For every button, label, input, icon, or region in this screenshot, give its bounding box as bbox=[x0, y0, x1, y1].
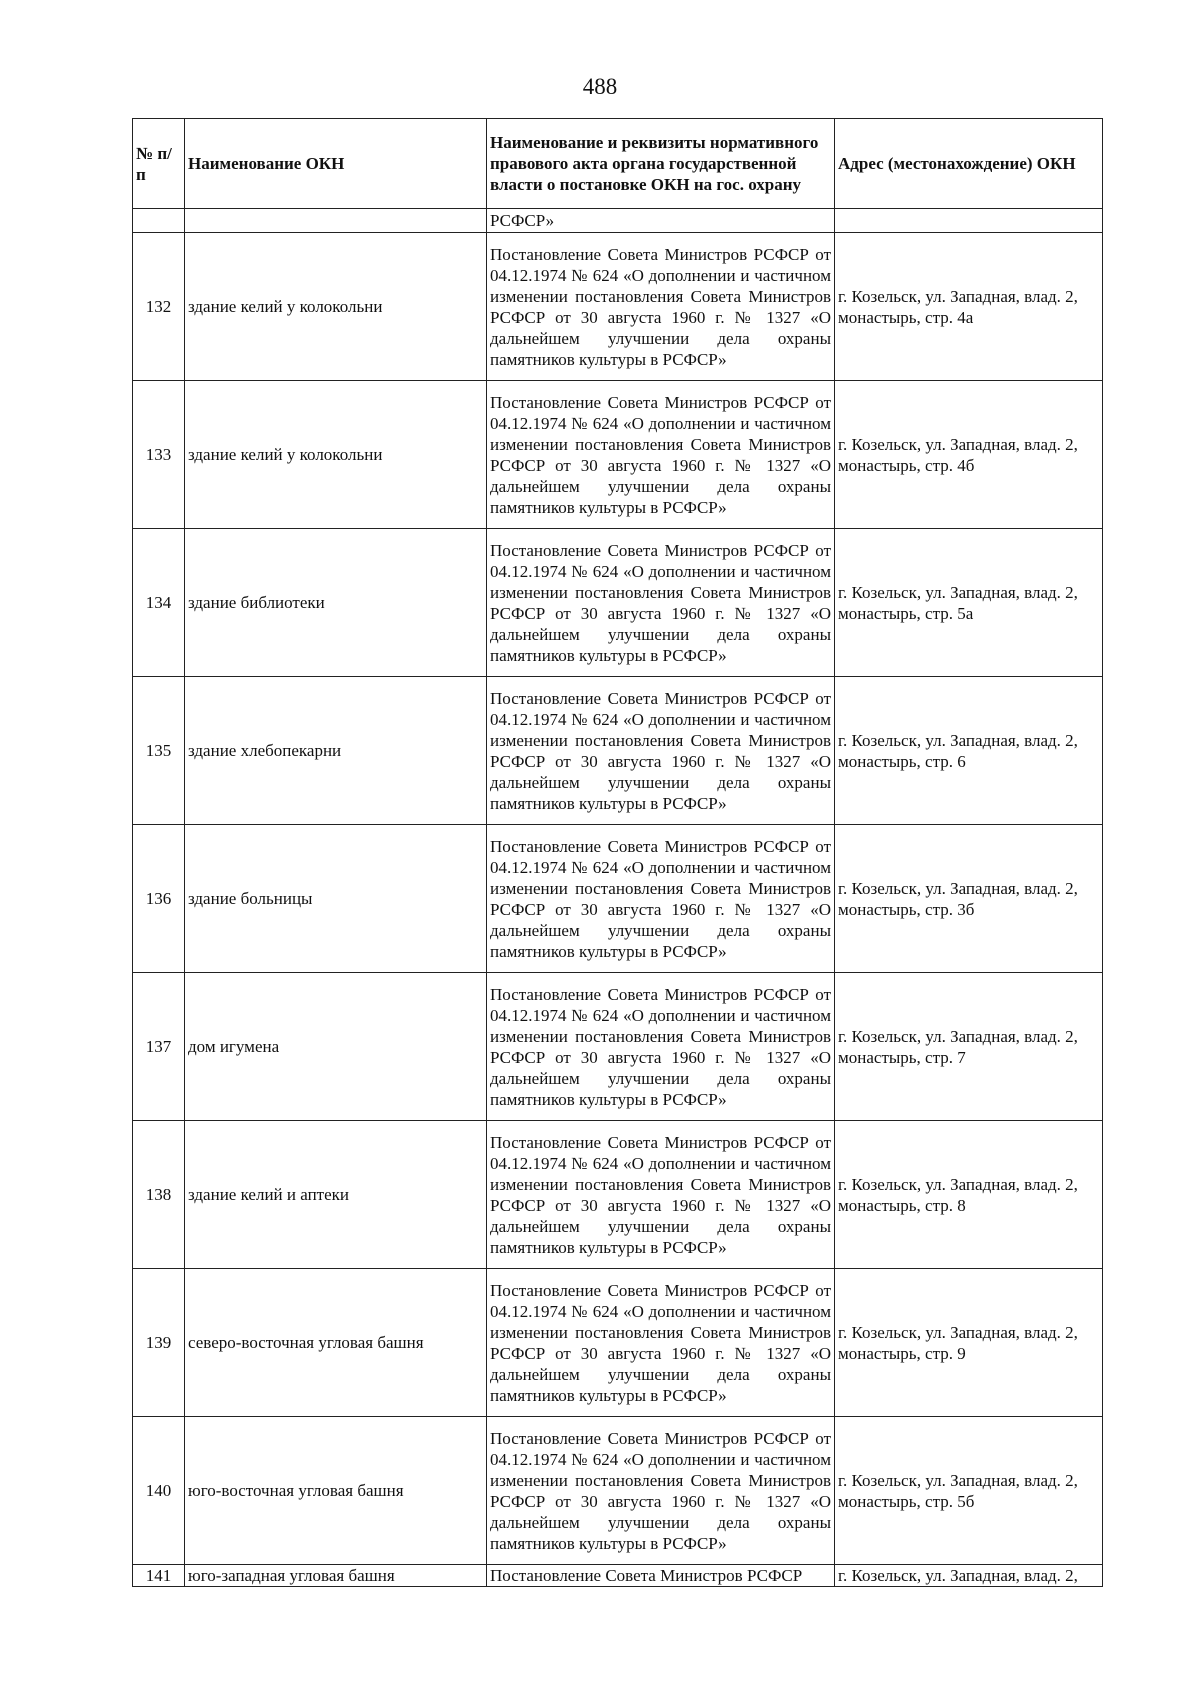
cell-address bbox=[835, 209, 1103, 233]
cell-name: здание келий у колокольни bbox=[185, 233, 487, 381]
cell-address: г. Козельск, ул. Западная, влад. 2, монастырь, стр. 4а bbox=[835, 233, 1103, 381]
header-name: Наименование ОКН bbox=[185, 119, 487, 209]
cell-act: Постановление Совета Министров РСФСР от 04.12.1974 № 624 «О дополнении и частичном изменении постановления Совета Министров РСФСР от 30 августа 1960 г. № 1327 «О дальнейшем улучшении дела охраны памятников культуры в РСФСР» bbox=[487, 381, 835, 529]
cell-num: 135 bbox=[133, 677, 185, 825]
continuation-row bbox=[133, 209, 1103, 233]
cell-act: Постановление Совета Министров РСФСР от 04.12.1974 № 624 «О дополнении и частичном изменении постановления Совета Министров РСФСР от 30 августа 1960 г. № 1327 «О дальнейшем улучшении дела охраны памятников культуры в РСФСР» bbox=[487, 1269, 835, 1417]
cell-address: г. Козельск, ул. Западная, влад. 2, монастырь, стр. 8 bbox=[835, 1121, 1103, 1269]
cell-num: 132 bbox=[133, 233, 185, 381]
cell-num: 141 bbox=[133, 1565, 185, 1587]
cell-act: Постановление Совета Министров РСФСР от 04.12.1974 № 624 «О дополнении и частичном изменении постановления Совета Министров РСФСР от 30 августа 1960 г. № 1327 «О дальнейшем улучшении дела охраны памятников культуры в РСФСР» bbox=[487, 825, 835, 973]
cell-name: юго-западная угловая башня bbox=[185, 1565, 487, 1587]
cell-num: 140 bbox=[133, 1417, 185, 1565]
cell-address: г. Козельск, ул. Западная, влад. 2, монастырь, стр. 6 bbox=[835, 677, 1103, 825]
cell-address: г. Козельск, ул. Западная, влад. 2, монастырь, стр. 4б bbox=[835, 381, 1103, 529]
header-num: № п/п bbox=[133, 119, 185, 209]
cell-act: Постановление Совета Министров РСФСР от 04.12.1974 № 624 «О дополнении и частичном изменении постановления Совета Министров РСФСР от 30 августа 1960 г. № 1327 «О дальнейшем улучшении дела охраны памятников культуры в РСФСР» bbox=[487, 529, 835, 677]
table-row bbox=[133, 381, 1103, 529]
page-number: 488 bbox=[582, 74, 618, 99]
cell-act: Постановление Совета Министров РСФСР от 04.12.1974 № 624 «О дополнении и частичном изменении постановления Совета Министров РСФСР от 30 августа 1960 г. № 1327 «О дальнейшем улучшении дела охраны памятников культуры в РСФСР» bbox=[487, 1121, 835, 1269]
cell-num: 136 bbox=[133, 825, 185, 973]
cell-num: 137 bbox=[133, 973, 185, 1121]
okn-table bbox=[132, 118, 1103, 1587]
cell-name: здание больницы bbox=[185, 825, 487, 973]
cell-act: РСФСР» bbox=[487, 209, 835, 233]
cell-address: г. Козельск, ул. Западная, влад. 2, монастырь, стр. 7 bbox=[835, 973, 1103, 1121]
table-row bbox=[133, 1417, 1103, 1565]
cell-num bbox=[133, 209, 185, 233]
cell-name: северо-восточная угловая башня bbox=[185, 1269, 487, 1417]
cell-act: Постановление Совета Министров РСФСР от 04.12.1974 № 624 «О дополнении и частичном изменении постановления Совета Министров РСФСР от 30 августа 1960 г. № 1327 «О дальнейшем улучшении дела охраны памятников культуры в РСФСР» bbox=[487, 1417, 835, 1565]
cell-num: 138 bbox=[133, 1121, 185, 1269]
cell-num: 134 bbox=[133, 529, 185, 677]
table-row bbox=[133, 1269, 1103, 1417]
cell-act: Постановление Совета Министров РСФСР от 04.12.1974 № 624 «О дополнении и частичном изменении постановления Совета Министров РСФСР от 30 августа 1960 г. № 1327 «О дальнейшем улучшении дела охраны памятников культуры в РСФСР» bbox=[487, 233, 835, 381]
table-row bbox=[133, 825, 1103, 973]
table-row bbox=[133, 1121, 1103, 1269]
table-row bbox=[133, 233, 1103, 381]
table-row bbox=[133, 677, 1103, 825]
cell-act: Постановление Совета Министров РСФСР от 04.12.1974 № 624 «О дополнении и частичном изменении постановления Совета Министров РСФСР от 30 августа 1960 г. № 1327 «О дальнейшем улучшении дела охраны памятников культуры в РСФСР» bbox=[487, 677, 835, 825]
cell-address: г. Козельск, ул. Западная, влад. 2, bbox=[835, 1565, 1103, 1587]
cell-name: дом игумена bbox=[185, 973, 487, 1121]
table-row-partial bbox=[133, 1565, 1103, 1587]
cell-act: Постановление Совета Министров РСФСР от 04.12.1974 № 624 «О дополнении и частичном изменении постановления Совета Министров РСФСР от 30 августа 1960 г. № 1327 «О дальнейшем улучшении дела охраны памятников культуры в РСФСР» bbox=[487, 973, 835, 1121]
table-row bbox=[133, 973, 1103, 1121]
cell-address: г. Козельск, ул. Западная, влад. 2, монастырь, стр. 5а bbox=[835, 529, 1103, 677]
cell-name: юго-восточная угловая башня bbox=[185, 1417, 487, 1565]
table-row bbox=[133, 529, 1103, 677]
header-act: Наименование и реквизиты нормативного правового акта органа государственной власти о постановке ОКН на гос. охрану bbox=[487, 119, 835, 209]
cell-act: Постановление Совета Министров РСФСР bbox=[487, 1565, 835, 1587]
table-header-row bbox=[133, 119, 1103, 209]
table-body bbox=[133, 209, 1103, 1587]
cell-num: 139 bbox=[133, 1269, 185, 1417]
cell-address: г. Козельск, ул. Западная, влад. 2, монастырь, стр. 3б bbox=[835, 825, 1103, 973]
cell-name: здание хлебопекарни bbox=[185, 677, 487, 825]
cell-num: 133 bbox=[133, 381, 185, 529]
cell-name: здание библиотеки bbox=[185, 529, 487, 677]
cell-name: здание келий и аптеки bbox=[185, 1121, 487, 1269]
cell-address: г. Козельск, ул. Западная, влад. 2, монастырь, стр. 5б bbox=[835, 1417, 1103, 1565]
cell-address: г. Козельск, ул. Западная, влад. 2, монастырь, стр. 9 bbox=[835, 1269, 1103, 1417]
cell-name: здание келий у колокольни bbox=[185, 381, 487, 529]
header-address: Адрес (местонахождение) ОКН bbox=[835, 119, 1103, 209]
cell-name bbox=[185, 209, 487, 233]
